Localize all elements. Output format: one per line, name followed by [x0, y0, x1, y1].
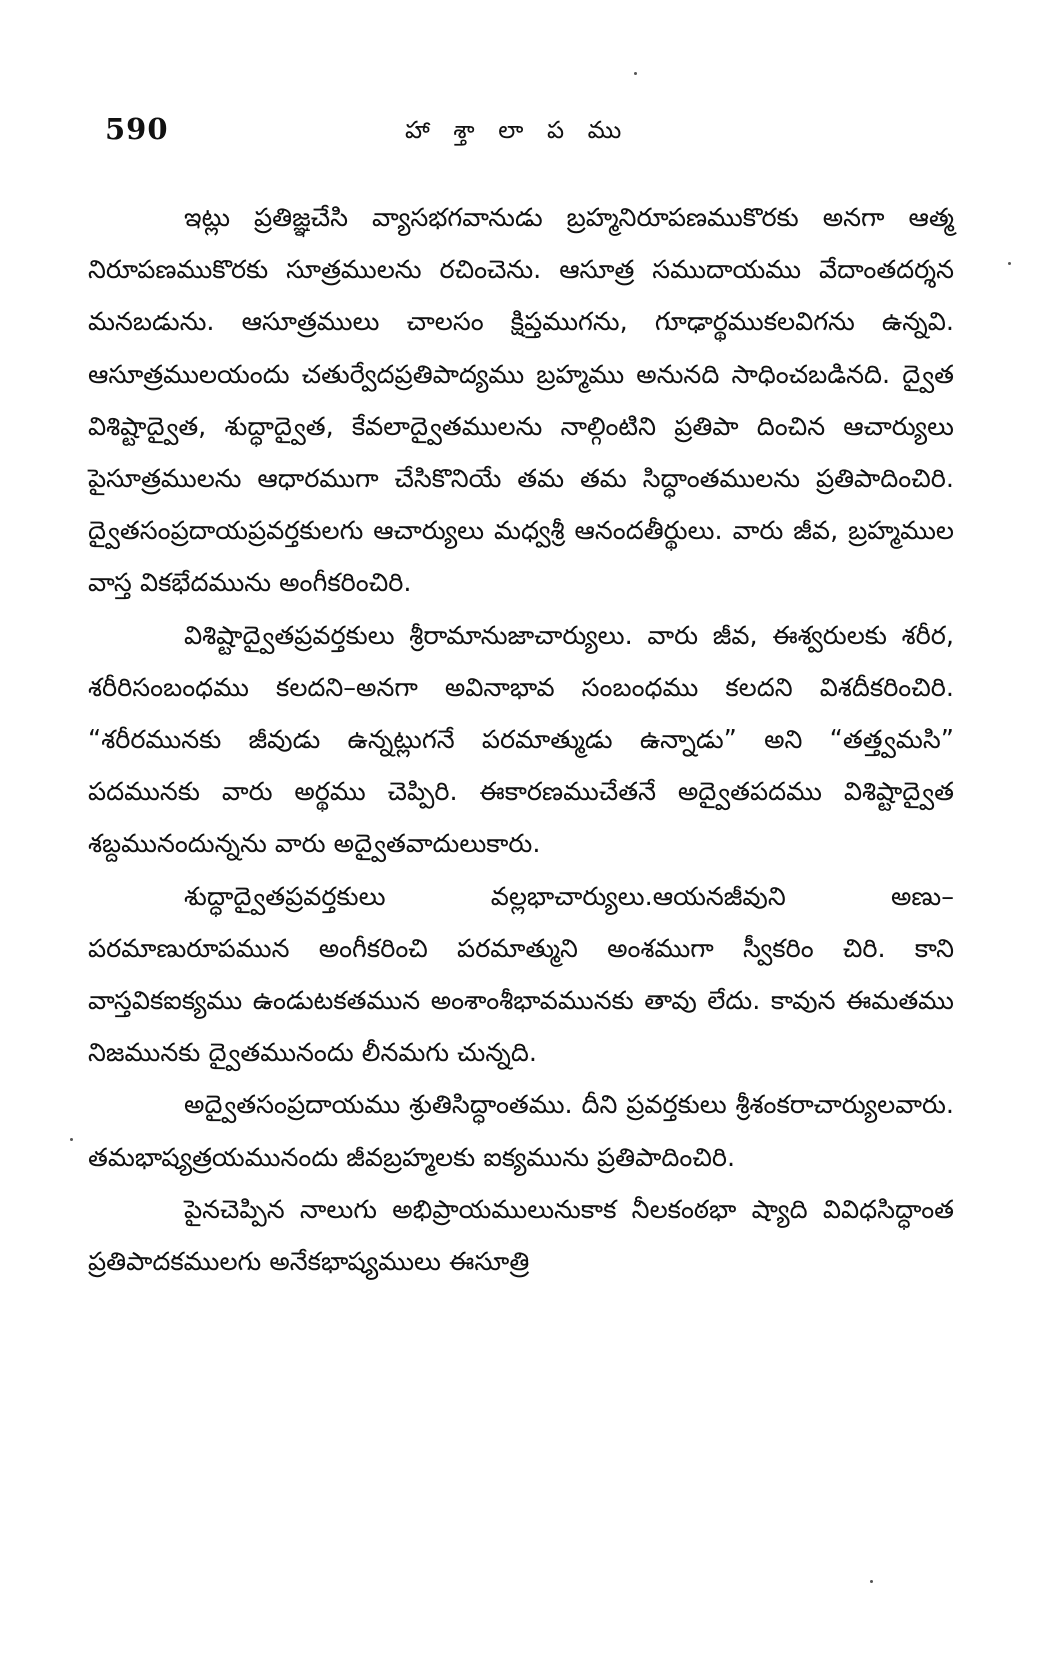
- paragraph-vyasa-sutras: ఇట్లు ప్రతిజ్ఞచేసి వ్యాసభగవానుడు బ్రహ్మనిరూపణముకొరకు అనగా ఆత్మ నిరూపణముకొరకు సూత్రములను రచించెను. ఆసూత్ర సముదాయము వేదాంతదర్శన మనబడును. ఆసూత్రములు చాలసం క్షిప్తముగను, గూఢార్థముకలవిగను ఉన్నవి. ఆసూత్రములయందు చతుర్వేదప్రతిపాద్యము బ్రహ్మము అనునది సాధించబడినది. ద్వైత విశిష్టాద్వైత, శుద్ధాద్వైత, కేవలాద్వైతములను నాల్గింటిని ప్రతిపా దించిన ఆచార్యులు పైసూత్రములను ఆధారముగా చేసికొనియే తమ తమ సిద్ధాంతములను ప్రతిపాదించిరి. ద్వైతసంప్రదాయప్రవర్తకులగు ఆచార్యులు మధ్వశ్రీ ఆనందతీర్థులు. వారు జీవ, బ్రహ్మముల వాస్త వికభేదమును అంగీకరించిరి.: [88, 203, 954, 599]
- paragraph-vishishtadvaita: విశిష్టాద్వైతప్రవర్తకులు శ్రీరామానుజాచార్యులు. వారు జీవ, ఈశ్వరులకు శరీర, శరీరిసంబంధము కలదని–అనగా అవినాభావ సంబంధము కలదని విశదీకరించిరి. “శరీరమునకు జీవుడు ఉన్నట్లుగనే పరమాత్ముడు ఉన్నాడు” అని “తత్త్వమసి” పదమునకు వారు అర్థము చెప్పిరి. ఈకారణముచేతనే అద్వైతపదము విశిష్టాద్వైత శబ్దమునందున్నను వారు అద్వైతవాదులుకారు.: [88, 620, 954, 860]
- print-speck: [1008, 262, 1011, 265]
- print-speck: [870, 1580, 873, 1583]
- page-number: 590: [105, 112, 169, 146]
- body-text: [88, 192, 954, 1288]
- running-title: హా శ్తా లా ప ము: [405, 116, 630, 144]
- paragraph-advaita: అద్వైతసంప్రదాయము శ్రుతిసిద్ధాంతము. దీని ప్రవర్తకులు శ్రీశంకరాచార్యులవారు. తమభాష్యత్రయమునందు జీవబ్రహ్మలకు ఐక్యమును ప్రతిపాదించిరి.: [88, 1090, 954, 1173]
- print-speck: [70, 1138, 73, 1141]
- paragraph-other-bhashyas: పైనచెప్పిన నాలుగు అభిప్రాయములునుకాక నీలకంఠభా ష్యాది వివిధసిద్ధాంత ప్రతిపాదకములగు అనేకభాష్యములు ఈసూత్రి: [88, 1194, 954, 1278]
- paragraph-shuddhadvaita: శుద్ధాద్వైతప్రవర్తకులు వల్లభాచార్యులు.ఆయనజీవుని అణు– పరమాణురూపమున అంగీకరించి పరమాత్ముని అంశముగా స్వీకరిం చిరి. కాని వాస్తవికఐక్యము ఉండుటకతమున అంశాంశీభావమునకు తావు లేదు. కావున ఈమతము నిజమునకు ద్వైతమునందు లీనమగు చున్నది.: [88, 881, 954, 1069]
- print-speck: [634, 72, 637, 75]
- page-header: [105, 112, 925, 152]
